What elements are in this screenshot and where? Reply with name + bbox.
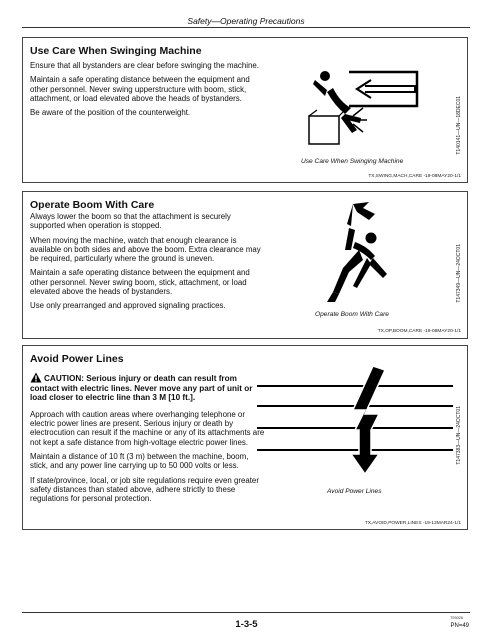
section-power-lines xyxy=(22,345,468,530)
header-rule xyxy=(22,27,470,28)
reference-code: TX,OP,BOOM,CARE -19-08MAY20-1/1 xyxy=(377,329,461,334)
reference-code: TX,AVOID,POWER,LINES -19-13MAR24-1/1 xyxy=(364,521,461,526)
falling-figure-icon xyxy=(327,202,387,302)
section-title: Use Care When Swinging Machine xyxy=(30,45,202,57)
bystander-figure-icon xyxy=(313,71,367,133)
paragraph: Maintain a safe operating distance between the equipment and other personnel. Never swing boom, stick, attachment, or load elevated above the heads of bystanders. xyxy=(30,268,250,297)
paragraph: Always lower the boom so that the attachment is securely supported when operation is stopped. xyxy=(30,212,231,231)
paragraph: Maintain a distance of 10 ft (3 m) between the machine, boom, stick, and any power line carrying up to 50 000 volts or less. xyxy=(30,451,249,471)
paragraph: Approach with caution areas where overhanging telephone or electric power lines are present. Serious injury or death by electrocution can result if the machine or any of its attachments are not kept a safe distance from high-voltage electric power lines. xyxy=(30,409,265,447)
warning-triangle-icon xyxy=(30,372,42,383)
paragraph: Ensure that all bystanders are clear before swinging the machine. xyxy=(30,61,259,70)
caution-notice xyxy=(30,372,265,403)
section-swinging-machine xyxy=(22,37,468,183)
counterweight-icon xyxy=(309,116,339,144)
power-line-icon xyxy=(257,386,453,450)
lightning-bolt-icon xyxy=(351,366,385,474)
page-number: 1-3-5 xyxy=(235,619,258,630)
reference-code: TX,SWING,MACH,CARE -19-08MAY20-1/1 xyxy=(368,174,461,179)
section-body xyxy=(30,61,265,122)
paragraph: When moving the machine, watch that enough clearance is available on both sides and above the boom. Extra clearance may be required, particularly where the ground is uneven. xyxy=(30,235,261,264)
paragraph: Maintain a safe operating distance between the equipment and other personnel. Never swing upperstructure with boom, stick, attachment, or load elevated above the heads of bystanders. xyxy=(30,75,250,103)
section-title: Avoid Power Lines xyxy=(30,353,124,365)
paragraph: Use only prearranged and approved signaling practices. xyxy=(30,301,226,311)
section-body xyxy=(30,212,265,316)
paragraph: If state/province, local, or job site regulations require even greater safety distances than stated above, adhere strictly to these regulations for personal protection. xyxy=(30,475,259,504)
section-body xyxy=(30,372,265,508)
pn-label: PN=49 xyxy=(450,623,469,629)
figure-caption: Operate Boom With Care xyxy=(315,311,389,318)
image-id: T147383—UN—24OCT01 xyxy=(456,406,462,465)
page-header: Safety—Operating Precautions xyxy=(187,16,305,26)
section-title: Operate Boom With Care xyxy=(30,199,155,211)
power-lines-illustration xyxy=(255,364,455,484)
paragraph: Be aware of the position of the counterweight. xyxy=(30,108,191,118)
footer-code: T93026 xyxy=(450,616,463,620)
caution-text: CAUTION: Serious injury or death can result from contact with electric lines. Never move any part of unit or load closer to electric line than 3 M [10 ft.]. xyxy=(30,374,253,403)
image-id: T140141—UN—18DEC01 xyxy=(456,96,462,155)
swing-arrow-icon xyxy=(349,72,417,106)
section-boom-care xyxy=(22,191,468,339)
boom-care-illustration xyxy=(323,198,403,308)
figure-caption: Use Care When Swinging Machine xyxy=(301,158,404,165)
footer-rule xyxy=(22,612,470,613)
image-id: T147349—UN—24OCT01 xyxy=(456,244,462,303)
figure-caption: Avoid Power Lines xyxy=(327,488,382,495)
swing-machine-illustration xyxy=(305,50,425,150)
